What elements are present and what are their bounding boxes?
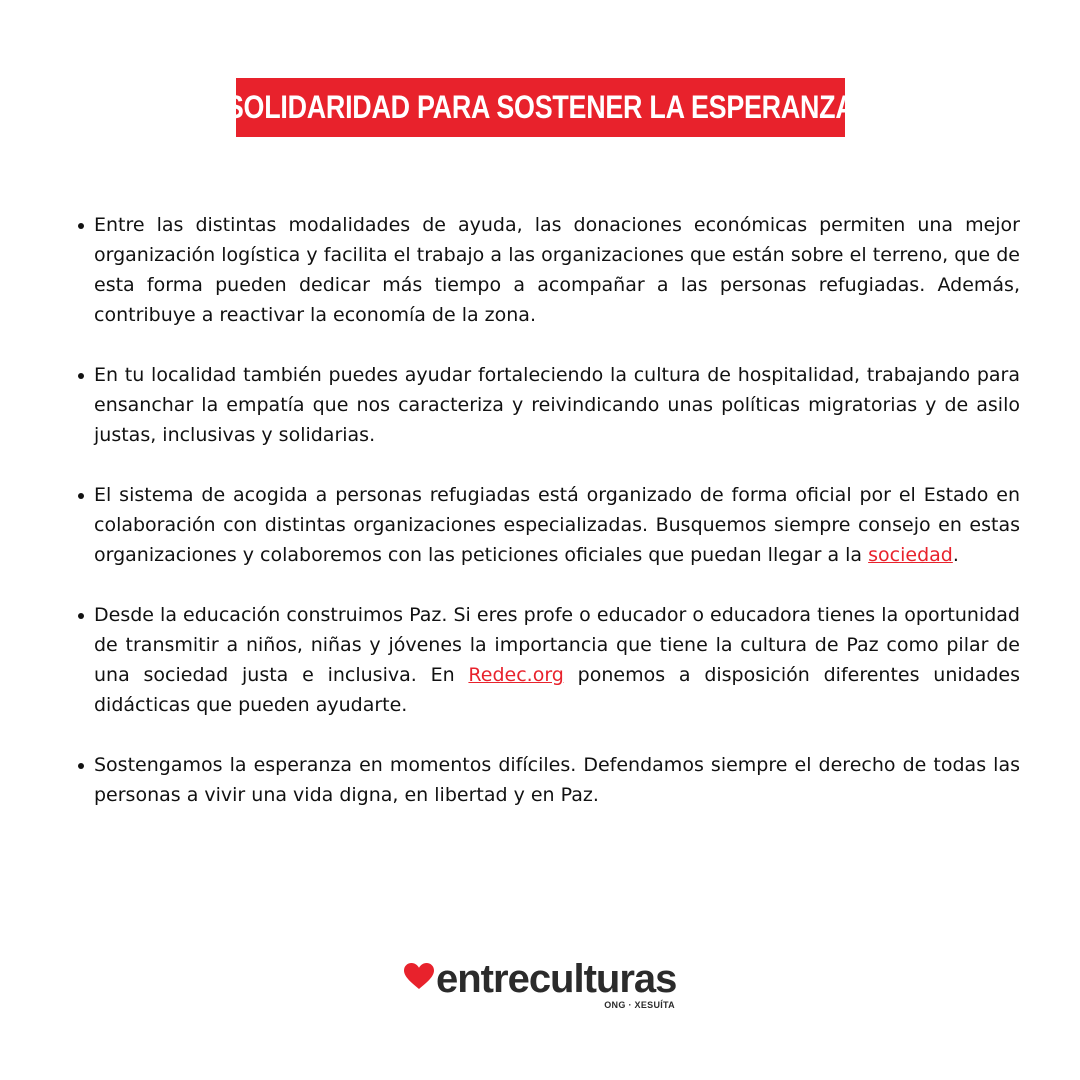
redec-link[interactable]: Redec.org (468, 664, 564, 686)
page-title: SOLIDARIDAD PARA SOSTENER LA ESPERANZA (226, 89, 855, 125)
list-item (94, 480, 1020, 570)
heart-icon (403, 962, 435, 990)
bullet-dot-icon (78, 613, 84, 619)
bullet-text: Desde la educación construimos Paz. Si eres profe o educador o educadora tienes la oportunidad de transmitir a niños, niñas y jóvenes la importancia que tiene la cultura de Paz como pilar de una sociedad justa e inclusiva. En (94, 604, 1020, 686)
bullet-dot-icon (78, 223, 84, 229)
bullet-text-end: ponemos a disposición diferentes unidades didácticas que pueden ayudarte. (94, 664, 1020, 716)
bullet-dot-icon (78, 763, 84, 769)
title-banner (226, 78, 855, 137)
list-item (94, 360, 1020, 450)
bullet-text: Entre las distintas modalidades de ayuda, las donaciones económicas permiten una mejor organización logística y facilita el trabajo a las organizaciones que están sobre el terreno, que de esta forma pueden dedicar más tiempo a acompañar a las personas refugiadas. Además, contribuye a reactivar la economía de la zona. (94, 214, 1020, 326)
sociedad-link[interactable]: sociedad (868, 544, 953, 566)
bullet-dot-icon (78, 493, 84, 499)
bullet-text: El sistema de acogida a personas refugiadas está organizado de forma oficial por el Estado en colaboración con distintas organizaciones especializadas. Busquemos siempre consejo en estas organizaciones y colaboremos con las peticiones oficiales que puedan llegar a la (94, 484, 1020, 566)
list-item (94, 210, 1020, 330)
logo-subtitle: ONG · XESUÍTA (604, 1000, 675, 1010)
bullet-dot-icon (78, 373, 84, 379)
list-item (94, 750, 1020, 810)
bullet-text: Sostengamos la esperanza en momentos difíciles. Defendamos siempre el derecho de todas las personas a vivir una vida digna, en libertad y en Paz. (94, 754, 1020, 806)
bullet-text: En tu localidad también puedes ayudar fortaleciendo la cultura de hospitalidad, trabajando para ensanchar la empatía que nos caracteriza y reivindicando unas políticas migratorias y de asilo justas, inclusivas y solidarias. (94, 364, 1020, 446)
logo-wordmark: entreculturas (436, 957, 677, 1001)
entreculturas-logo (403, 957, 678, 1014)
bullet-text-end: . (952, 544, 959, 566)
bullet-list (94, 210, 1020, 840)
list-item (94, 600, 1020, 720)
